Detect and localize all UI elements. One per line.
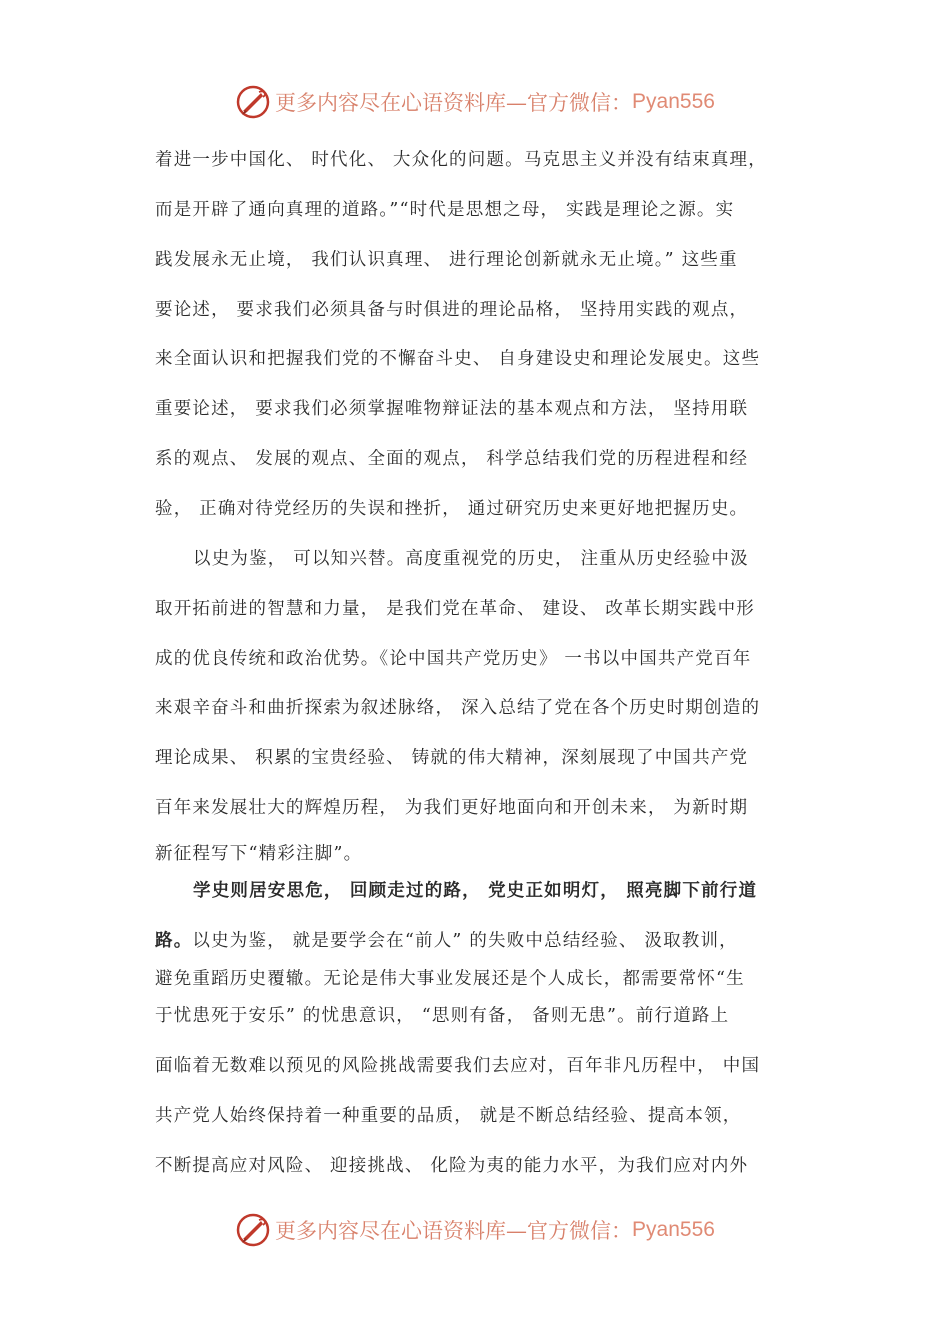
body-line: 重要论述， 要求我们必须掌握唯物辩证法的基本观点和方法， 坚持用联 bbox=[155, 399, 749, 419]
body-line: 于忧患死于安乐” 的忧患意识， “思则有备， 备则无患”。前行道路上 bbox=[155, 1006, 730, 1026]
body-line: 百年来发展壮大的辉煌历程， 为我们更好地面向和开创未来， 为新时期 bbox=[155, 798, 749, 818]
quill-logo-icon bbox=[235, 84, 271, 120]
body-line-mixed bbox=[155, 929, 800, 953]
body-line: 理论成果、 积累的宝贵经验、 铸就的伟大精神，深刻展现了中国共产党 bbox=[155, 748, 749, 768]
body-line: 来艰辛奋斗和曲折探索为叙述脉络， 深入总结了党在各个历史时期创造的 bbox=[155, 698, 761, 718]
body-line: 而是开辟了通向真理的道路。”“时代是思想之母， 实践是理论之源。实 bbox=[155, 200, 735, 220]
body-line: 面临着无数难以预见的风险挑战需要我们去应对，百年非凡历程中， 中国 bbox=[155, 1056, 761, 1076]
body-line: 新征程写下“精彩注脚”。 bbox=[155, 844, 363, 864]
header-banner-text: 更多内容尽在心语资料库—官方微信： bbox=[275, 91, 633, 115]
body-line-rest: 以史为鉴， 就是要学会在“前人” 的失败中总结经验、 汲取教训， bbox=[192, 931, 738, 951]
bold-lead-text: 路。 bbox=[155, 931, 193, 951]
body-line: 避免重蹈历史覆辙。无论是伟大事业发展还是个人成长，都需要常怀“生 bbox=[155, 969, 745, 989]
body-line: 不断提高应对风险、 迎接挑战、 化险为夷的能力水平，为我们应对内外 bbox=[155, 1156, 749, 1176]
body-line: 验， 正确对待党经历的失误和挫折， 通过研究历史来更好地把握历史。 bbox=[155, 499, 749, 519]
footer-banner-text: 更多内容尽在心语资料库—官方微信： bbox=[275, 1219, 633, 1243]
body-line: 取开拓前进的智慧和力量， 是我们党在革命、 建设、 改革长期实践中形 bbox=[155, 599, 755, 619]
body-line-bold-heading: 学史则居安思危， 回顾走过的路， 党史正如明灯， 照亮脚下前行道 bbox=[193, 881, 758, 901]
body-line: 系的观点、 发展的观点、全面的观点， 科学总结我们党的历程进程和经 bbox=[155, 449, 749, 469]
footer-banner bbox=[0, 1206, 950, 1254]
header-banner-wechat-id: Pyan556 bbox=[632, 90, 715, 113]
body-line: 成的优良传统和政治优势。《论中国共产党历史》 一书以中国共产党百年 bbox=[155, 649, 752, 669]
header-banner bbox=[0, 78, 950, 126]
body-line: 以史为鉴， 可以知兴替。高度重视党的历史， 注重从历史经验中汲 bbox=[193, 549, 749, 569]
body-line: 着进一步中国化、 时代化、 大众化的问题。马克思主义并没有结束真理， bbox=[155, 150, 767, 170]
body-line: 践发展永无止境， 我们认识真理、 进行理论创新就永无止境。” 这些重 bbox=[155, 250, 738, 270]
body-line: 来全面认识和把握我们党的不懈奋斗史、 自身建设史和理论发展史。这些 bbox=[155, 349, 761, 369]
body-line: 共产党人始终保持着一种重要的品质， 就是不断总结经验、提高本领， bbox=[155, 1106, 742, 1126]
body-line: 要论述， 要求我们必须具备与时俱进的理论品格， 坚持用实践的观点， bbox=[155, 300, 749, 320]
footer-banner-wechat-id: Pyan556 bbox=[632, 1218, 715, 1241]
quill-logo-icon bbox=[235, 1212, 271, 1248]
